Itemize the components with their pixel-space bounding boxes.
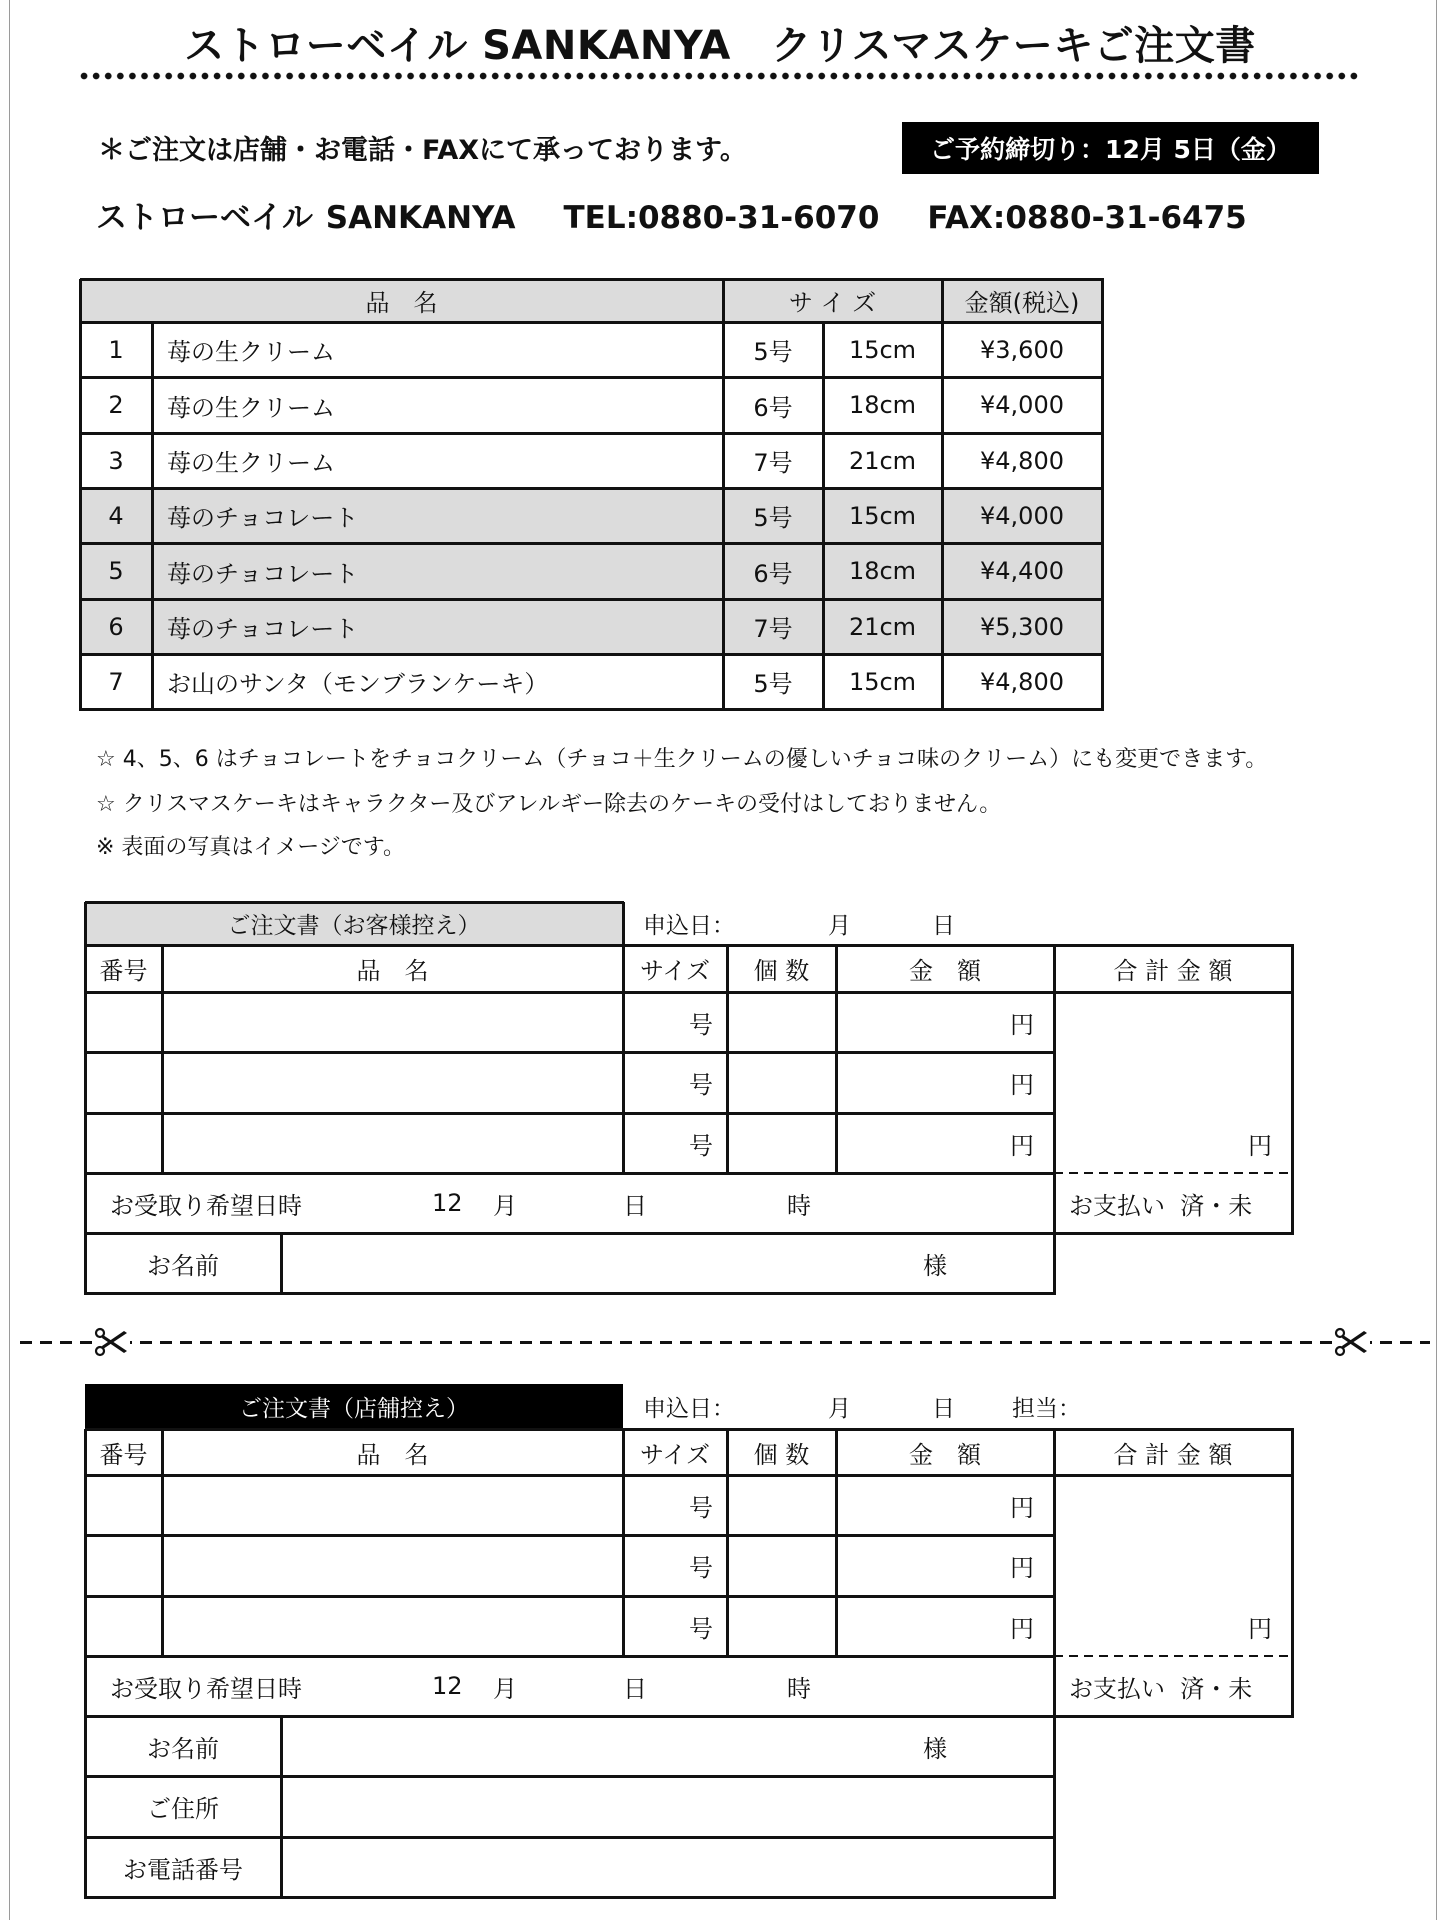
table-line — [85, 1836, 1056, 1839]
cake-name: 苺の生クリーム — [167, 338, 335, 366]
scissors-icon — [1334, 1327, 1370, 1357]
header-amount: 金 額 — [909, 1440, 981, 1469]
row-number: 4 — [108, 501, 124, 530]
table-line — [726, 1429, 729, 1656]
cake-name: 苺の生クリーム — [167, 393, 335, 422]
cake-name: お山のサンタ（モンブランケーキ） — [167, 670, 549, 698]
row-number: 1 — [108, 335, 124, 364]
cake-diameter: 21cm — [848, 446, 917, 475]
cake-name: 苺のチョコレート — [167, 559, 359, 588]
table-line — [85, 1051, 1054, 1054]
total-yen[interactable]: 円 — [1248, 1614, 1272, 1643]
page-border-right — [1436, 0, 1437, 1920]
cake-price: ¥4,400 — [980, 557, 1064, 585]
cake-price: ¥4,800 — [980, 667, 1064, 696]
header-total: 合 計 金 額 — [1113, 957, 1233, 985]
cake-diameter: 15cm — [848, 667, 917, 696]
table-line — [280, 1233, 283, 1293]
header-item-name: 品 名 — [356, 957, 429, 985]
header-size: サイズ — [639, 957, 711, 985]
tel-number[interactable]: TEL:0880-31-6070 — [563, 200, 880, 236]
apply-date-day: 日 — [932, 1396, 955, 1422]
note-character: ☆ クリスマスケーキはキャラクター及びアレルギー除去のケーキの受付はしておりません。 — [96, 792, 1002, 817]
table-line — [80, 487, 1104, 490]
price-header-name: 品 名 — [365, 289, 438, 317]
row-number: 2 — [108, 391, 124, 419]
cake-diameter: 15cm — [848, 335, 917, 364]
header-quantity: 個 数 — [753, 1440, 810, 1469]
table-line — [85, 991, 1294, 994]
header-size: サイズ — [639, 1440, 711, 1469]
quantity-field[interactable] — [730, 1116, 833, 1170]
item-name-field[interactable] — [165, 1116, 620, 1170]
pickup-hour[interactable]: 時 — [787, 1191, 811, 1220]
cake-size: 5号 — [753, 670, 793, 698]
table-line — [622, 945, 625, 1173]
cut-line — [20, 1341, 1430, 1344]
quantity-field[interactable] — [730, 1538, 833, 1593]
amount-yen[interactable]: 円 — [1010, 1010, 1034, 1039]
apply-date-day: 日 — [932, 913, 955, 939]
total-yen[interactable]: 円 — [1248, 1131, 1272, 1160]
table-line — [85, 1172, 1056, 1175]
pickup-day[interactable]: 日 — [623, 1191, 647, 1220]
apply-date-month: 月 — [828, 913, 851, 939]
header-number: 番号 — [99, 957, 148, 985]
table-line — [151, 322, 154, 709]
size-unit[interactable]: 号 — [689, 1071, 713, 1099]
cake-price: ¥4,000 — [980, 391, 1064, 419]
pickup-hour[interactable]: 時 — [787, 1674, 811, 1703]
cake-size: 6号 — [753, 393, 793, 422]
honorific: 様 — [923, 1251, 947, 1280]
page-title: ストローベイル SANKANYA クリスマスケーキご注文書 — [184, 23, 1256, 69]
header-number: 番号 — [99, 1440, 148, 1469]
table-line — [622, 1429, 625, 1656]
payment-status[interactable]: お支払い 済・未 — [1069, 1674, 1253, 1703]
customer-address-field[interactable] — [284, 1779, 1051, 1834]
cake-price: ¥3,600 — [980, 335, 1064, 364]
table-line — [84, 1429, 87, 1899]
table-line — [85, 1775, 1056, 1778]
table-line — [85, 1896, 1056, 1899]
customer-phone-label: お電話番号 — [123, 1855, 243, 1884]
size-unit[interactable]: 号 — [689, 1493, 713, 1522]
table-line — [84, 945, 87, 1295]
table-line — [80, 653, 1104, 656]
pickup-month: 月 — [493, 1191, 517, 1220]
row-number: 6 — [108, 612, 124, 641]
size-unit[interactable]: 号 — [689, 1554, 713, 1582]
table-line — [80, 598, 1104, 601]
table-line — [85, 1428, 1294, 1431]
table-line — [80, 321, 1104, 324]
customer-address-label: ご住所 — [147, 1795, 219, 1823]
quantity-field[interactable] — [730, 1478, 833, 1532]
cake-diameter: 18cm — [848, 391, 917, 419]
row-number: 3 — [108, 446, 124, 475]
cake-name: 苺の生クリーム — [167, 449, 335, 477]
table-line — [722, 279, 725, 709]
table-line — [85, 944, 1294, 947]
customer-name-label: お名前 — [147, 1251, 219, 1280]
customer-phone-field[interactable] — [284, 1840, 1051, 1894]
size-unit[interactable]: 号 — [689, 1131, 713, 1160]
item-name-field[interactable] — [165, 1538, 620, 1593]
page-border-left — [9, 0, 10, 1920]
payment-status[interactable]: お支払い 済・未 — [1069, 1191, 1253, 1220]
quantity-field[interactable] — [730, 1055, 833, 1110]
amount-yen[interactable]: 円 — [1010, 1131, 1034, 1160]
table-line — [822, 322, 825, 709]
form-title: ご注文書（お客様控え） — [227, 913, 481, 939]
pickup-month-value[interactable]: 12 — [432, 1189, 463, 1217]
quantity-field[interactable] — [730, 1599, 833, 1653]
table-line — [1053, 1429, 1056, 1899]
form-title: ご注文書（店舗控え） — [239, 1396, 469, 1422]
amount-yen[interactable]: 円 — [1010, 1614, 1034, 1643]
table-line — [85, 1112, 1054, 1115]
table-line — [85, 1292, 1056, 1295]
scissors-icon — [94, 1327, 130, 1357]
table-line — [80, 432, 1104, 435]
cake-price: ¥5,300 — [980, 612, 1064, 641]
table-line — [835, 1429, 838, 1656]
customer-name-label: お名前 — [147, 1734, 219, 1763]
note-photo: ※ 表面の写真はイメージです。 — [96, 835, 406, 860]
cake-diameter: 21cm — [848, 612, 917, 641]
table-line — [1053, 945, 1056, 1295]
header-total: 合 計 金 額 — [1113, 1440, 1233, 1469]
table-line — [85, 1232, 1294, 1235]
staff-label: 担当： — [1012, 1396, 1081, 1422]
cake-price: ¥4,000 — [980, 501, 1064, 530]
pickup-day[interactable]: 日 — [623, 1674, 647, 1703]
table-line — [80, 278, 1104, 281]
item-name-field[interactable] — [165, 995, 620, 1049]
cake-price: ¥4,800 — [980, 446, 1064, 475]
dashed-divider — [1054, 1655, 1294, 1657]
table-line — [161, 945, 164, 1173]
table-line — [85, 1715, 1294, 1718]
note-chocolate: ☆ 4、5、6 はチョコレートをチョコクリーム（チョコ＋生クリームの優しいチョコ味のクリーム）にも変更できます。 — [96, 747, 1268, 772]
dotted-divider — [78, 71, 1362, 81]
cake-name: 苺のチョコレート — [167, 615, 359, 643]
table-line — [1101, 279, 1104, 711]
table-line — [85, 1595, 1054, 1598]
order-notice: ＊ご注文は店舗・お電話・FAXにて承っております。 — [98, 135, 747, 166]
table-line — [80, 708, 1104, 711]
apply-date-label: 申込日： — [643, 913, 735, 939]
price-header-price: 金額(税込) — [964, 289, 1080, 317]
size-unit[interactable]: 号 — [689, 1614, 713, 1643]
table-line — [161, 1429, 164, 1656]
table-line — [80, 542, 1104, 545]
shop-name: ストローベイル SANKANYA — [96, 200, 516, 236]
cake-diameter: 15cm — [848, 501, 917, 530]
table-line — [79, 279, 82, 711]
table-line — [280, 1716, 283, 1897]
amount-yen[interactable]: 円 — [1010, 1493, 1034, 1522]
table-line — [85, 1474, 1294, 1477]
cake-name: 苺のチョコレート — [167, 504, 359, 532]
pickup-label: お受取り希望日時 — [110, 1674, 302, 1703]
deadline-badge: ご予約締切り：12月 5日（金） — [902, 122, 1319, 174]
contact-line — [96, 192, 1247, 237]
size-unit[interactable]: 号 — [689, 1010, 713, 1039]
price-header-size: サ イ ズ — [788, 289, 877, 317]
table-line — [941, 279, 944, 709]
honorific: 様 — [923, 1734, 947, 1763]
table-line — [85, 1655, 1056, 1658]
dashed-divider — [1054, 1172, 1294, 1174]
item-name-field[interactable] — [165, 1055, 620, 1110]
table-line — [80, 376, 1104, 379]
pickup-month-value[interactable]: 12 — [432, 1672, 463, 1700]
cake-size: 6号 — [753, 559, 793, 588]
table-line — [1291, 1429, 1294, 1718]
header-quantity: 個 数 — [753, 957, 810, 985]
row-number: 5 — [108, 557, 124, 585]
cake-size: 7号 — [753, 449, 793, 477]
cake-diameter: 18cm — [848, 557, 917, 585]
cake-size: 5号 — [753, 338, 793, 366]
cake-size: 7号 — [753, 615, 793, 643]
apply-date-month: 月 — [828, 1396, 851, 1422]
table-line — [835, 945, 838, 1173]
table-line — [85, 1534, 1054, 1537]
header-item-name: 品 名 — [356, 1440, 429, 1469]
header-amount: 金 額 — [909, 957, 981, 985]
item-name-field[interactable] — [165, 1478, 620, 1532]
apply-date-label: 申込日： — [643, 1396, 735, 1422]
cake-size: 5号 — [753, 504, 793, 532]
fax-number: FAX:0880-31-6475 — [927, 200, 1247, 236]
row-number: 7 — [108, 667, 124, 696]
amount-yen[interactable]: 円 — [1010, 1071, 1034, 1099]
pickup-month: 月 — [493, 1674, 517, 1703]
table-line — [1291, 945, 1294, 1235]
item-name-field[interactable] — [165, 1599, 620, 1653]
amount-yen[interactable]: 円 — [1010, 1554, 1034, 1582]
table-line — [726, 945, 729, 1173]
quantity-field[interactable] — [730, 995, 833, 1049]
pickup-label: お受取り希望日時 — [110, 1191, 302, 1220]
